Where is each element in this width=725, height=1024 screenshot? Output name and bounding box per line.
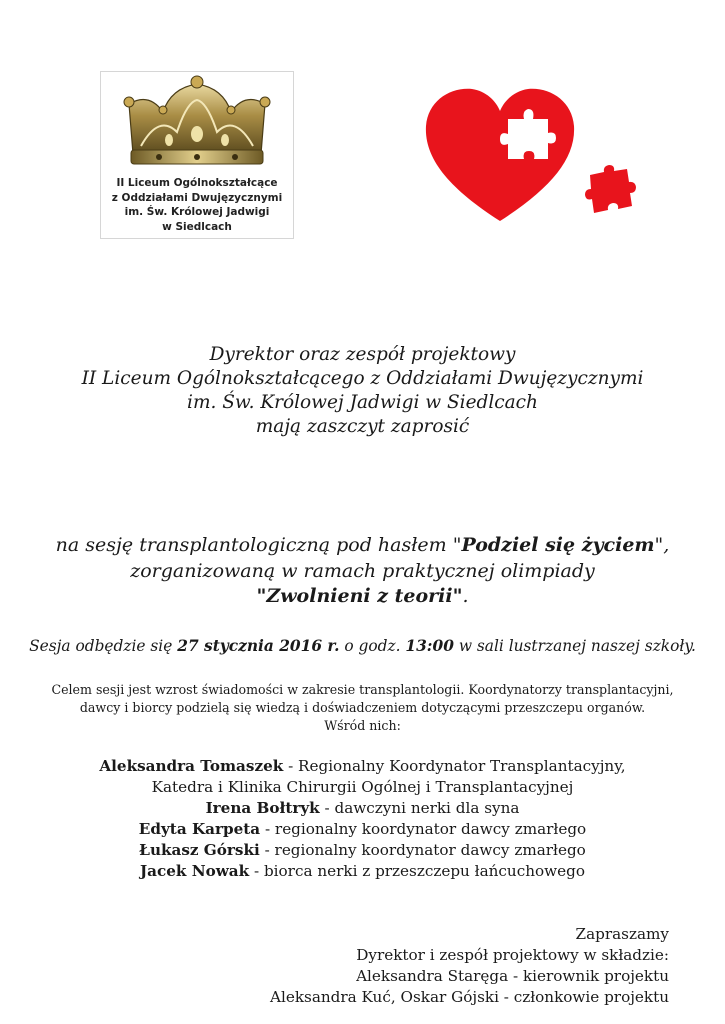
- invite-text: ",: [654, 534, 670, 556]
- guest-role: - dawczyni nerki dla syna: [319, 799, 520, 817]
- guest-role: - regionalny koordynator dawcy zmarłego: [260, 820, 587, 838]
- session-text: o godz.: [339, 637, 406, 655]
- invite-text: na sesję transplantologiczną pod hasłem ": [55, 534, 462, 556]
- guest-name: Edyta Karpeta: [138, 820, 261, 838]
- guest-role: Katedra i Klinika Chirurgii Ogólnej i Transplantacyjnej: [151, 778, 574, 796]
- purpose-line: Celem sesji jest wzrost świadomości w zakresie transplantologii. Koordynatorzy transplantacyjni,: [51, 682, 674, 697]
- session-text: w sali lustrzanej naszej szkoły.: [453, 637, 696, 655]
- heart-puzzle-icon: [410, 71, 640, 246]
- closing-signature: [270, 924, 669, 1008]
- guest-role: - Regionalny Koordynator Transplantacyjny,: [283, 757, 626, 775]
- guest-list: [0, 756, 725, 882]
- session-info: [0, 636, 725, 656]
- intro-line: Dyrektor oraz zespół projektowy: [209, 344, 516, 365]
- invite-line-3: [0, 584, 725, 610]
- guest-item: [0, 819, 725, 840]
- invite-text: .: [462, 585, 469, 607]
- olympiad-name: "Zwolnieni z teorii": [256, 585, 463, 607]
- closing-line: Aleksandra Kuć, Oskar Gójski - członkowie projektu: [270, 988, 669, 1006]
- closing-line: Dyrektor i zespół projektowy w składzie:: [356, 946, 669, 964]
- logo-line: II Liceum Ogólnokształcące: [116, 177, 278, 189]
- purpose-paragraph: [0, 681, 725, 735]
- invite-line-2: zorganizowaną w ramach praktycznej olimpiady: [130, 559, 595, 582]
- closing-line: Aleksandra Staręga - kierownik projektu: [356, 967, 669, 985]
- intro-line: mają zaszczyt zaprosić: [255, 416, 470, 437]
- guest-item: [0, 798, 725, 819]
- guest-name: Aleksandra Tomaszek: [99, 757, 284, 775]
- session-text: Sesja odbędzie się: [29, 637, 178, 655]
- closing-line: Zapraszamy: [575, 925, 669, 943]
- guest-role: - regionalny koordynator dawcy zmarłego: [259, 841, 586, 859]
- guest-item: [0, 777, 725, 798]
- guest-name: Łukasz Górski: [139, 841, 260, 859]
- purpose-line: dawcy i biorcy podzielą się wiedzą i doświadczeniem dotyczącymi przeszczepu organów.: [79, 700, 646, 715]
- heart-puzzle-image: [410, 71, 640, 246]
- school-logo: [100, 71, 294, 239]
- guest-item: [0, 840, 725, 861]
- logo-line: im. Św. Królowej Jadwigi: [124, 206, 270, 218]
- session-date: 27 stycznia 2016 r.: [177, 637, 340, 655]
- intro-line: im. Św. Królowej Jadwigi w Siedlcach: [187, 392, 538, 413]
- invite-block: [0, 533, 725, 610]
- invite-line-1: [0, 533, 725, 559]
- guest-name: Jacek Nowak: [139, 862, 250, 880]
- guest-item: [0, 861, 725, 882]
- slogan: Podziel się życiem: [461, 534, 655, 556]
- logo-line: w Siedlcach: [162, 220, 232, 233]
- logo-line: z Oddziałami Dwujęzycznymi: [111, 191, 283, 204]
- guest-role: - biorca nerki z przeszczepu łańcuchowego: [249, 862, 586, 880]
- session-time: 13:00: [405, 637, 454, 655]
- intro-line: II Liceum Ogólnokształcącego z Oddziałami Dwujęzycznymi: [81, 368, 644, 389]
- intro-block: [0, 343, 725, 439]
- guest-item: [0, 756, 725, 777]
- guest-name: Irena Bołtryk: [205, 799, 320, 817]
- crown-icon: [119, 74, 275, 174]
- purpose-line: Wśród nich:: [324, 718, 401, 733]
